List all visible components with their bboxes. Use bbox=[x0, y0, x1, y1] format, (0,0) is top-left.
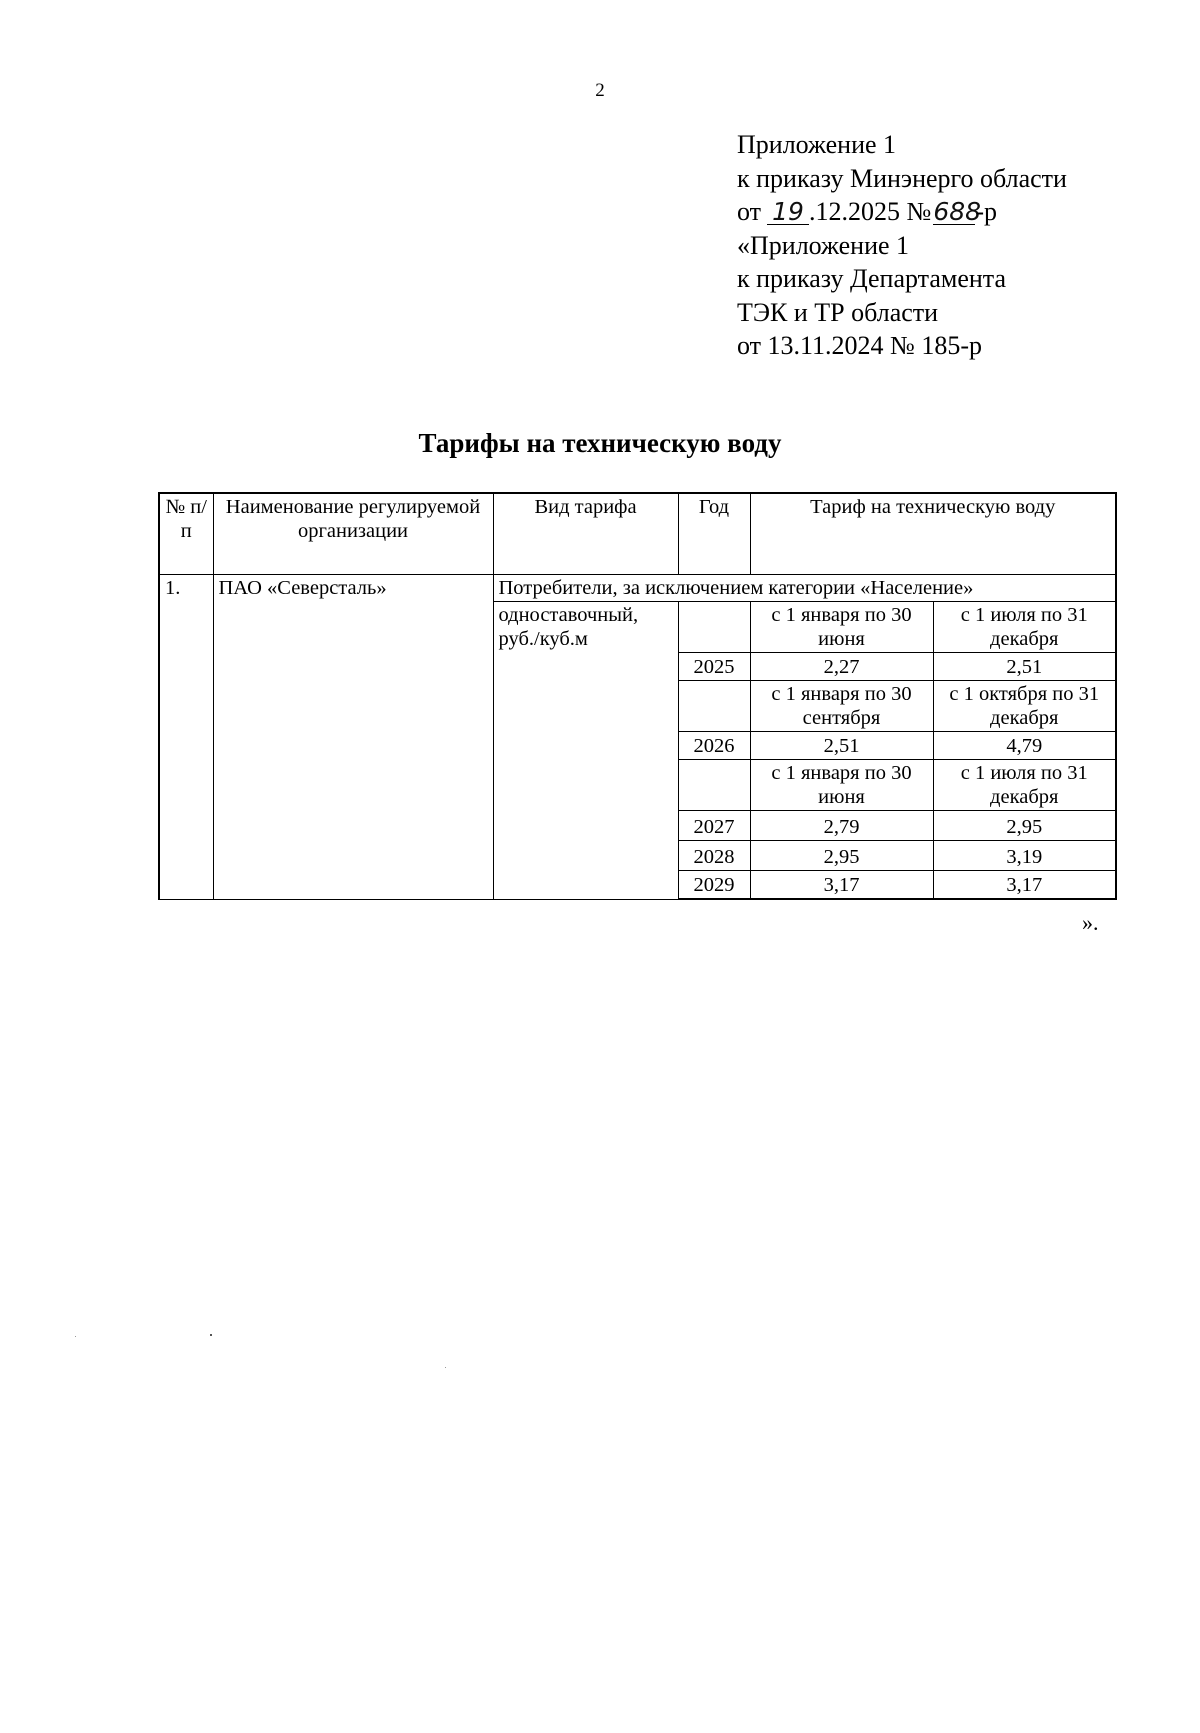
appendix-line: к приказу Департамента bbox=[737, 264, 1007, 293]
row-number: 1. bbox=[159, 574, 213, 899]
year-empty-cell bbox=[678, 759, 750, 810]
header-number: № п/п bbox=[159, 493, 213, 574]
tariff-value: 2,27 bbox=[750, 652, 933, 680]
document-title: Тарифы на техническую воду bbox=[418, 428, 782, 458]
period-header: с 1 июля по 31 декабря bbox=[933, 601, 1116, 652]
period-header: с 1 января по 30 июня bbox=[750, 601, 933, 652]
tariff-value: 2,51 bbox=[933, 652, 1116, 680]
scan-speck bbox=[210, 1334, 212, 1336]
appendix-block bbox=[737, 128, 1067, 363]
tariff-value: 2,79 bbox=[750, 810, 933, 840]
closing-quote-mark: ». bbox=[1082, 910, 1099, 935]
tariff-value: 2,95 bbox=[750, 840, 933, 870]
appendix-line: к приказу Минэнерго области bbox=[737, 163, 1067, 193]
header-tariff: Тариф на техническую воду bbox=[750, 493, 1116, 574]
scan-speck bbox=[445, 1367, 446, 1368]
period-header: с 1 октября по 31 декабря bbox=[933, 680, 1116, 731]
number-suffix: -р bbox=[975, 197, 998, 226]
year-cell: 2029 bbox=[678, 870, 750, 899]
date-middle: .12.2025 № bbox=[809, 197, 932, 226]
year-empty-cell bbox=[678, 601, 750, 652]
appendix-line: от 13.11.2024 № 185-р bbox=[737, 331, 983, 360]
scan-speck bbox=[75, 1336, 76, 1337]
period-header: с 1 января по 30 сентября bbox=[750, 680, 933, 731]
tariff-value: 2,51 bbox=[750, 731, 933, 759]
header-tariff-type: Вид тарифа bbox=[493, 493, 678, 574]
tariff-value: 3,17 bbox=[933, 870, 1116, 899]
handwritten-day: 19 bbox=[767, 199, 809, 225]
tariff-value: 3,17 bbox=[750, 870, 933, 899]
consumer-category: Потребители, за исключением категории «Население» bbox=[493, 574, 1116, 601]
year-cell: 2028 bbox=[678, 840, 750, 870]
appendix-line: Приложение 1 bbox=[737, 130, 897, 159]
date-prefix: от bbox=[737, 197, 762, 226]
header-organization: Наименование регулируемой организации bbox=[213, 493, 493, 574]
page-number: 2 bbox=[595, 80, 605, 101]
tariff-value: 2,95 bbox=[933, 810, 1116, 840]
year-cell: 2026 bbox=[678, 731, 750, 759]
tariff-type: одноставочный, руб./куб.м bbox=[493, 601, 678, 899]
handwritten-number: 688 bbox=[933, 197, 982, 226]
year-cell: 2027 bbox=[678, 810, 750, 840]
tariff-value: 4,79 bbox=[933, 731, 1116, 759]
organization-name: ПАО «Северсталь» bbox=[213, 574, 493, 899]
period-header: с 1 января по 30 июня bbox=[750, 759, 933, 810]
appendix-line: ТЭК и ТР области bbox=[737, 297, 939, 327]
tariff-table bbox=[158, 492, 1117, 900]
appendix-date-line bbox=[737, 195, 1067, 229]
year-empty-cell bbox=[678, 680, 750, 731]
year-cell: 2025 bbox=[678, 652, 750, 680]
appendix-line: «Приложение 1 bbox=[737, 230, 910, 260]
header-year: Год bbox=[678, 493, 750, 574]
tariff-value: 3,19 bbox=[933, 840, 1116, 870]
period-header: с 1 июля по 31 декабря bbox=[933, 759, 1116, 810]
